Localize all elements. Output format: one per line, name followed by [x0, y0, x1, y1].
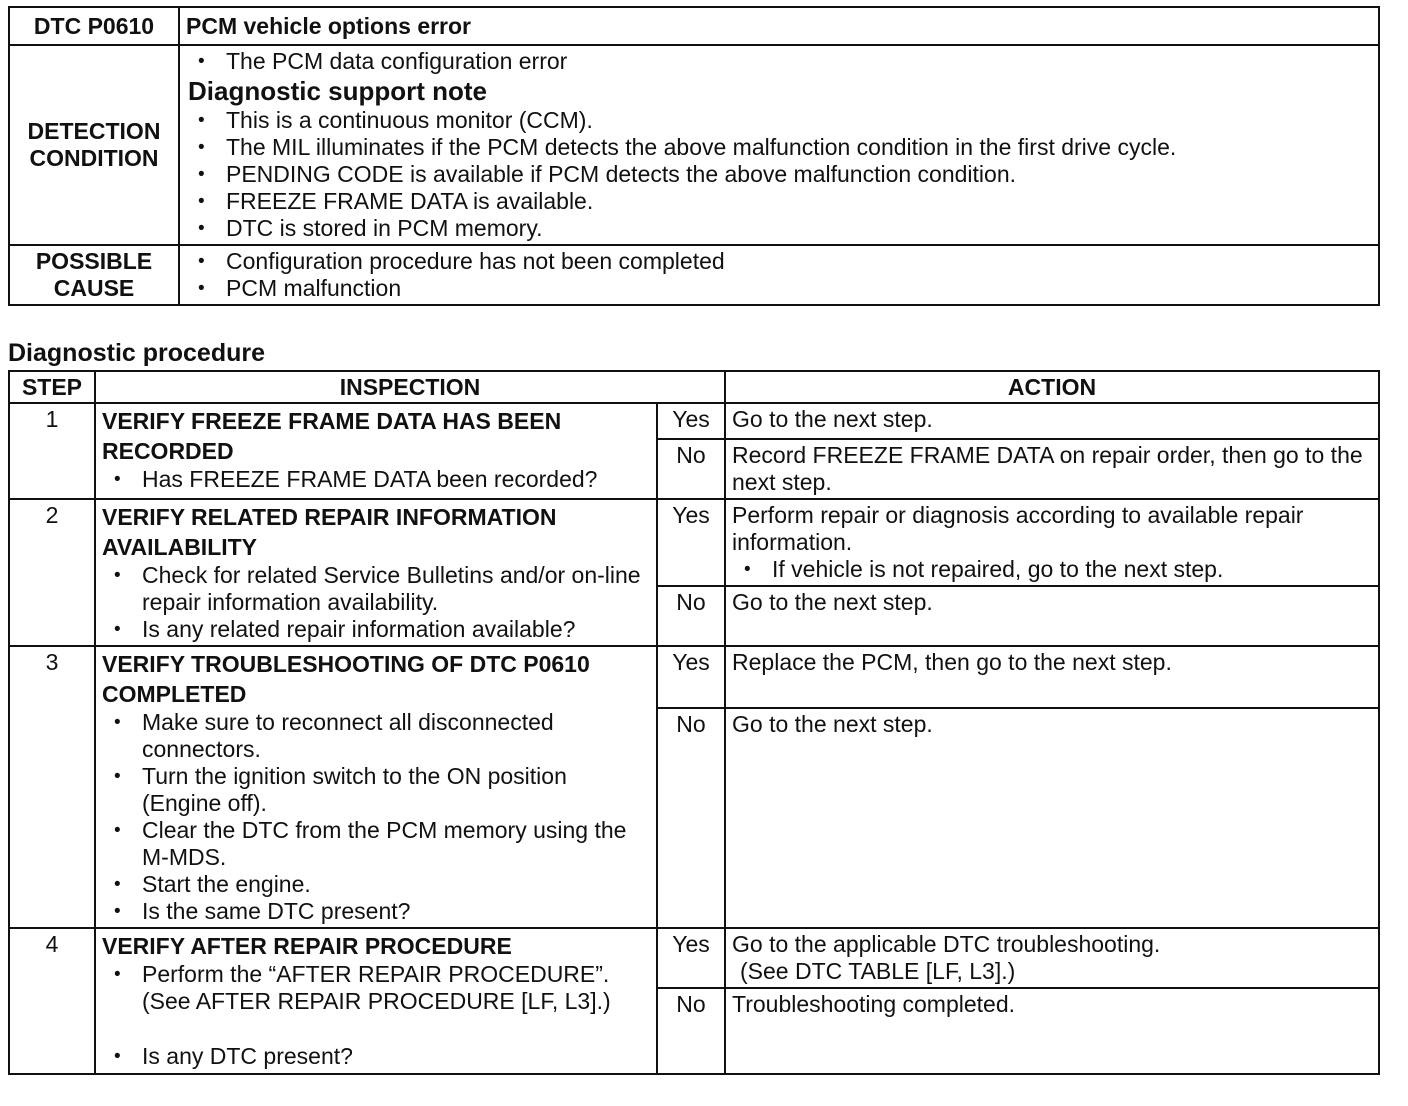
yes-label: Yes: [657, 928, 725, 988]
list-item: • Configuration procedure has not been completed: [186, 248, 1372, 275]
list-item: • Perform the “AFTER REPAIR PROCEDURE”. (See AFTER REPAIR PROCEDURE [LF, L3].): [102, 961, 650, 1015]
step-number: 4: [9, 928, 95, 1074]
yes-label: Yes: [657, 403, 725, 439]
step-title: VERIFY TROUBLESHOOTING OF DTC P0610 COMPLETED: [102, 651, 590, 707]
no-label: No: [657, 586, 725, 646]
possible-cause-label: POSSIBLE CAUSE: [9, 245, 179, 305]
yes-action: Replace the PCM, then go to the next step.: [725, 646, 1379, 708]
table-row: [9, 646, 1379, 708]
support-note-list: [186, 107, 1372, 242]
yes-action-cell: [725, 499, 1379, 586]
step-title: VERIFY RELATED REPAIR INFORMATION AVAILABILITY: [102, 504, 557, 560]
list-item: • Make sure to reconnect all disconnected connectors.: [102, 709, 650, 763]
header-step: STEP: [9, 371, 95, 403]
list-item: • FREEZE FRAME DATA is available.: [186, 188, 1372, 215]
list-item: • Has FREEZE FRAME DATA been recorded?: [102, 466, 650, 493]
procedure-header-row: [9, 371, 1379, 403]
no-action: Record FREEZE FRAME DATA on repair order, then go to the next step.: [725, 439, 1379, 499]
no-action: Go to the next step.: [725, 586, 1379, 646]
list-item: • Is any DTC present?: [102, 1043, 650, 1070]
step-inspection: [95, 403, 657, 499]
yes-label: Yes: [657, 646, 725, 708]
table-row: [9, 928, 1379, 988]
possible-cause-row: [9, 245, 1379, 305]
list-item: • Clear the DTC from the PCM memory using the M-MDS.: [102, 817, 650, 871]
no-label: No: [657, 708, 725, 928]
list-item: • Start the engine.: [102, 871, 650, 898]
possible-cause-content: [179, 245, 1379, 305]
detection-condition-content: [179, 45, 1379, 245]
table-row: [9, 499, 1379, 586]
list-item: • This is a continuous monitor (CCM).: [186, 107, 1372, 134]
dtc-code: DTC P0610: [9, 7, 179, 45]
yes-label: Yes: [657, 499, 725, 586]
header-action: ACTION: [725, 371, 1379, 403]
list-item: • Is the same DTC present?: [102, 898, 650, 925]
diagnostic-procedure-table: [8, 370, 1380, 1075]
step-number: 1: [9, 403, 95, 499]
diagnostic-procedure-title: Diagnostic procedure: [8, 339, 265, 367]
table-row: [9, 403, 1379, 439]
detection-item: • The PCM data configuration error: [186, 48, 1372, 75]
list-item: • If vehicle is not repaired, go to the next step.: [732, 556, 1372, 583]
dtc-header-row: [9, 7, 1379, 45]
step-title: VERIFY FREEZE FRAME DATA HAS BEEN RECORDED: [102, 408, 562, 464]
list-item: • PENDING CODE is available if PCM detects the above malfunction condition.: [186, 161, 1372, 188]
step-number: 2: [9, 499, 95, 646]
header-inspection: INSPECTION: [95, 371, 725, 403]
no-action: Go to the next step.: [725, 708, 1379, 928]
dtc-summary-table: [8, 6, 1380, 306]
no-action: Troubleshooting completed.: [725, 988, 1379, 1074]
detection-condition-label: DETECTION CONDITION: [9, 45, 179, 245]
step-title: VERIFY AFTER REPAIR PROCEDURE: [102, 933, 512, 959]
yes-action-cell: [725, 928, 1379, 988]
yes-action: Go to the applicable DTC troubleshooting.: [732, 931, 1161, 957]
step-inspection: [95, 928, 657, 1074]
list-item: • PCM malfunction: [186, 275, 1372, 302]
list-item: • Check for related Service Bulletins and/or on-line repair information availability.: [102, 562, 650, 616]
diagnostic-support-note-title: Diagnostic support note: [188, 76, 487, 106]
list-item: • Turn the ignition switch to the ON position (Engine off).: [102, 763, 650, 817]
yes-action: Perform repair or diagnosis according to available repair information.: [732, 502, 1304, 555]
list-item: • Is any related repair information available?: [102, 616, 650, 643]
yes-action-reference: (See DTC TABLE [LF, L3].): [740, 958, 1016, 984]
detection-condition-row: [9, 45, 1379, 245]
step-number: 3: [9, 646, 95, 928]
no-label: No: [657, 439, 725, 499]
step-inspection: [95, 499, 657, 646]
no-label: No: [657, 988, 725, 1074]
list-item: • The MIL illuminates if the PCM detects the above malfunction condition in the first drive cycle.: [186, 134, 1372, 161]
dtc-title: PCM vehicle options error: [179, 7, 1379, 45]
step-inspection: [95, 646, 657, 928]
yes-action: Go to the next step.: [725, 403, 1379, 439]
list-item: • DTC is stored in PCM memory.: [186, 215, 1372, 242]
